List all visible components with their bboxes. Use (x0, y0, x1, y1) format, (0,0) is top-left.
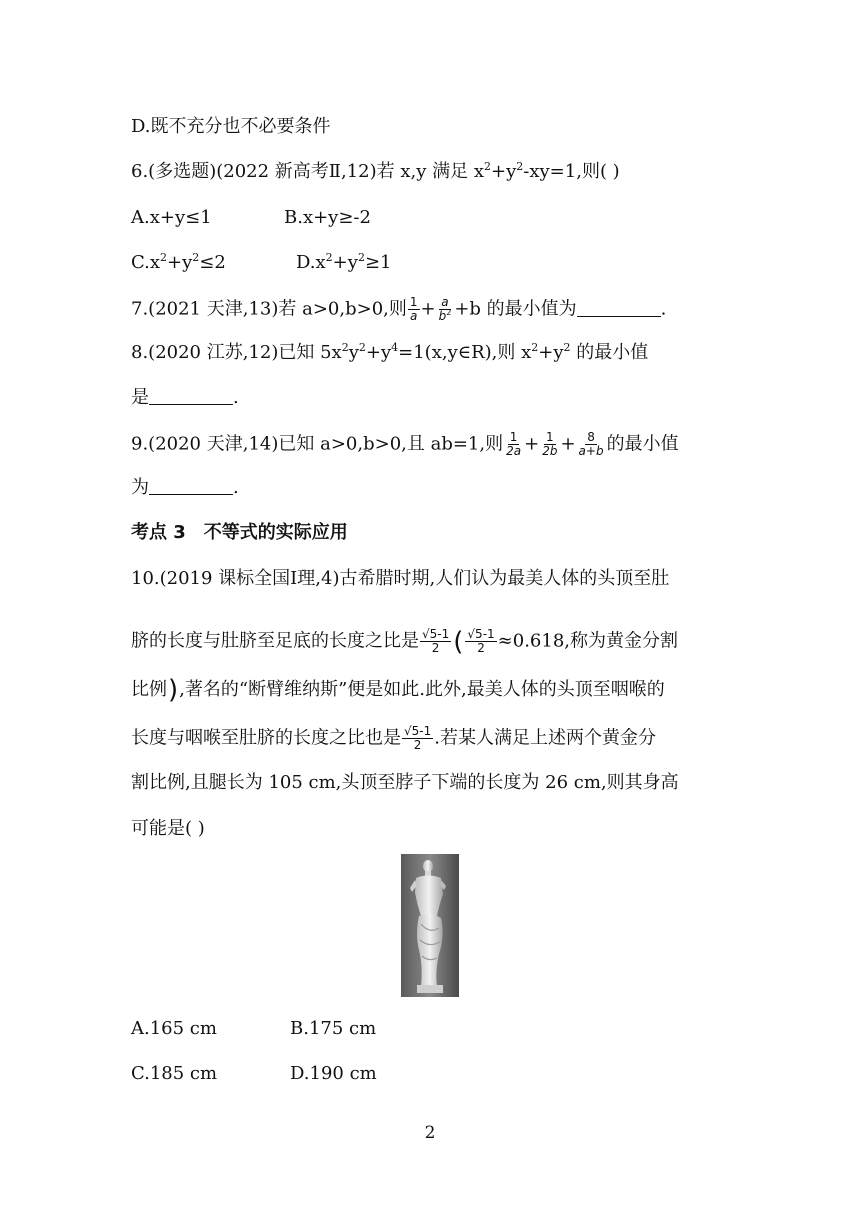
q7-text-1: 7.(2021 天津,13)若 a>0,b>0,则 (131, 298, 407, 320)
superscript: 2 (484, 160, 492, 173)
q6-option-b: B.x+y≥-2 (284, 207, 371, 228)
q10-option-c: C.185 cm (131, 1063, 218, 1084)
superscript: 2 (160, 251, 168, 264)
plus-sign: + (524, 433, 540, 455)
q9-text-2: 的最小值 (606, 433, 679, 455)
numerator: 1 (509, 430, 518, 444)
q9-end: . (233, 477, 239, 498)
q6-option-d-1: D.x (296, 252, 326, 273)
denominator: 2b (542, 444, 558, 458)
q10-line3-text-2: ,著名的“断臂维纳斯”便是如此.此外,最美人体的头顶至咽喉的 (179, 679, 665, 700)
superscript: 2 (531, 341, 539, 354)
superscript: 2 (192, 251, 200, 264)
fraction-1-over-2a (504, 431, 523, 458)
q6-option-d-3: ≥1 (364, 252, 392, 273)
question-8-line-2 (131, 386, 239, 410)
q9-line2-text: 为 (131, 477, 149, 498)
q10-option-d: D.190 cm (290, 1063, 377, 1084)
fraction-a-over-b2 (437, 296, 454, 323)
question-10-line-4 (131, 725, 656, 752)
q7-end: . (660, 298, 667, 320)
question-8 (131, 341, 648, 365)
numerator: 1 (409, 295, 418, 309)
option-d-previous: D.既不充分也不必要条件 (131, 116, 331, 137)
answer-blank[interactable] (577, 300, 661, 317)
denominator: 2a (506, 444, 522, 458)
denominator-base: b (438, 309, 447, 323)
q10-line2-text-1: 脐的长度与肚脐至足底的长度之比是 (131, 630, 419, 652)
numerator: √5-1 (404, 724, 432, 738)
question-7 (131, 296, 666, 323)
question-6 (131, 160, 620, 184)
question-9-line-2 (131, 476, 239, 500)
q8-text-5: +y (538, 342, 564, 363)
superscript: 2 (325, 251, 333, 264)
denominator (437, 310, 454, 323)
page-number: 2 (424, 1123, 436, 1143)
statue-image (401, 854, 459, 997)
superscript: 2 (341, 341, 349, 354)
question-10-line-2 (131, 628, 678, 655)
numerator: a (441, 295, 449, 309)
q8-text-3: +y (365, 342, 392, 363)
denominator: 2 (477, 641, 485, 655)
superscript: 2 (446, 308, 452, 317)
q6-option-c-2: +y (167, 252, 193, 273)
question-9 (131, 431, 679, 458)
fraction-golden-ratio (402, 725, 433, 752)
q10-line4-text-2: .若某人满足上述两个黄金分 (434, 727, 656, 749)
q6-option-c (131, 251, 226, 275)
denominator: a (410, 309, 418, 323)
denominator: 2 (413, 738, 422, 752)
superscript: 2 (357, 251, 365, 264)
q6-text-1: 6.(多选题)(2022 新高考Ⅱ,12)若 x,y 满足 x (131, 161, 485, 182)
q6-option-c-1: C.x (131, 252, 161, 273)
q8-text-6: 的最小值 (570, 342, 649, 363)
q6-text-2: +y (491, 161, 517, 182)
q8-text-4: =1(x,y∈R),则 x (398, 342, 532, 363)
fraction-golden-ratio (465, 628, 496, 655)
section-heading: 考点 3 不等式的实际应用 (131, 522, 348, 543)
q10-option-a: A.165 cm (131, 1018, 217, 1039)
q10-line2-text-2: ≈0.618,称为黄金分割 (497, 630, 678, 652)
superscript: 2 (516, 160, 524, 173)
fraction-golden-ratio (420, 628, 451, 655)
q8-line2-text: 是 (131, 387, 149, 408)
q6-text-3: -xy=1,则( ) (523, 161, 620, 182)
q6-option-c-3: ≤2 (199, 252, 226, 273)
numerator: √5-1 (422, 627, 450, 641)
answer-blank[interactable] (149, 388, 233, 405)
q10-option-b: B.175 cm (290, 1018, 377, 1039)
numerator: 8 (587, 430, 595, 444)
q10-line4-text-1: 长度与咽喉至肚脐的长度之比也是 (131, 727, 401, 749)
q6-option-d-2: +y (332, 252, 358, 273)
answer-blank[interactable] (149, 478, 233, 495)
plus-sign: + (420, 298, 436, 320)
denominator: 2 (431, 641, 440, 655)
q6-option-d (296, 251, 391, 275)
q8-text-1: 8.(2020 江苏,12)已知 5x (131, 342, 342, 363)
question-10-line-6: 可能是( ) (131, 818, 205, 839)
plus-sign: + (560, 433, 576, 455)
q8-text-2: y (348, 342, 359, 363)
q9-text-1: 9.(2020 天津,14)已知 a>0,b>0,且 ab=1,则 (131, 433, 504, 455)
q10-line3-text-1: 比例 (131, 679, 167, 700)
left-paren: ( (453, 626, 464, 657)
q6-option-a: A.x+y≤1 (131, 207, 212, 228)
superscript: 4 (391, 341, 399, 354)
fraction-1-over-a (408, 296, 420, 323)
question-10-line-1: 10.(2019 课标全国Ⅰ理,4)古希腊时期,人们认为最美人体的头顶至肚 (131, 568, 670, 589)
question-10-line-5: 割比例,且腿长为 105 cm,头顶至脖子下端的长度为 26 cm,则其身高 (131, 772, 679, 793)
q7-text-2: +b 的最小值为 (454, 298, 577, 320)
superscript: 2 (358, 341, 366, 354)
q8-end: . (233, 387, 239, 408)
denominator: a+b (578, 444, 604, 458)
numerator: √5-1 (467, 627, 495, 641)
numerator: 1 (546, 430, 554, 444)
question-10-line-3 (131, 675, 665, 705)
right-paren: ) (168, 675, 179, 705)
fraction-1-over-2b (540, 431, 559, 458)
fraction-8-over-a-plus-b (577, 431, 606, 458)
superscript: 2 (563, 341, 571, 354)
